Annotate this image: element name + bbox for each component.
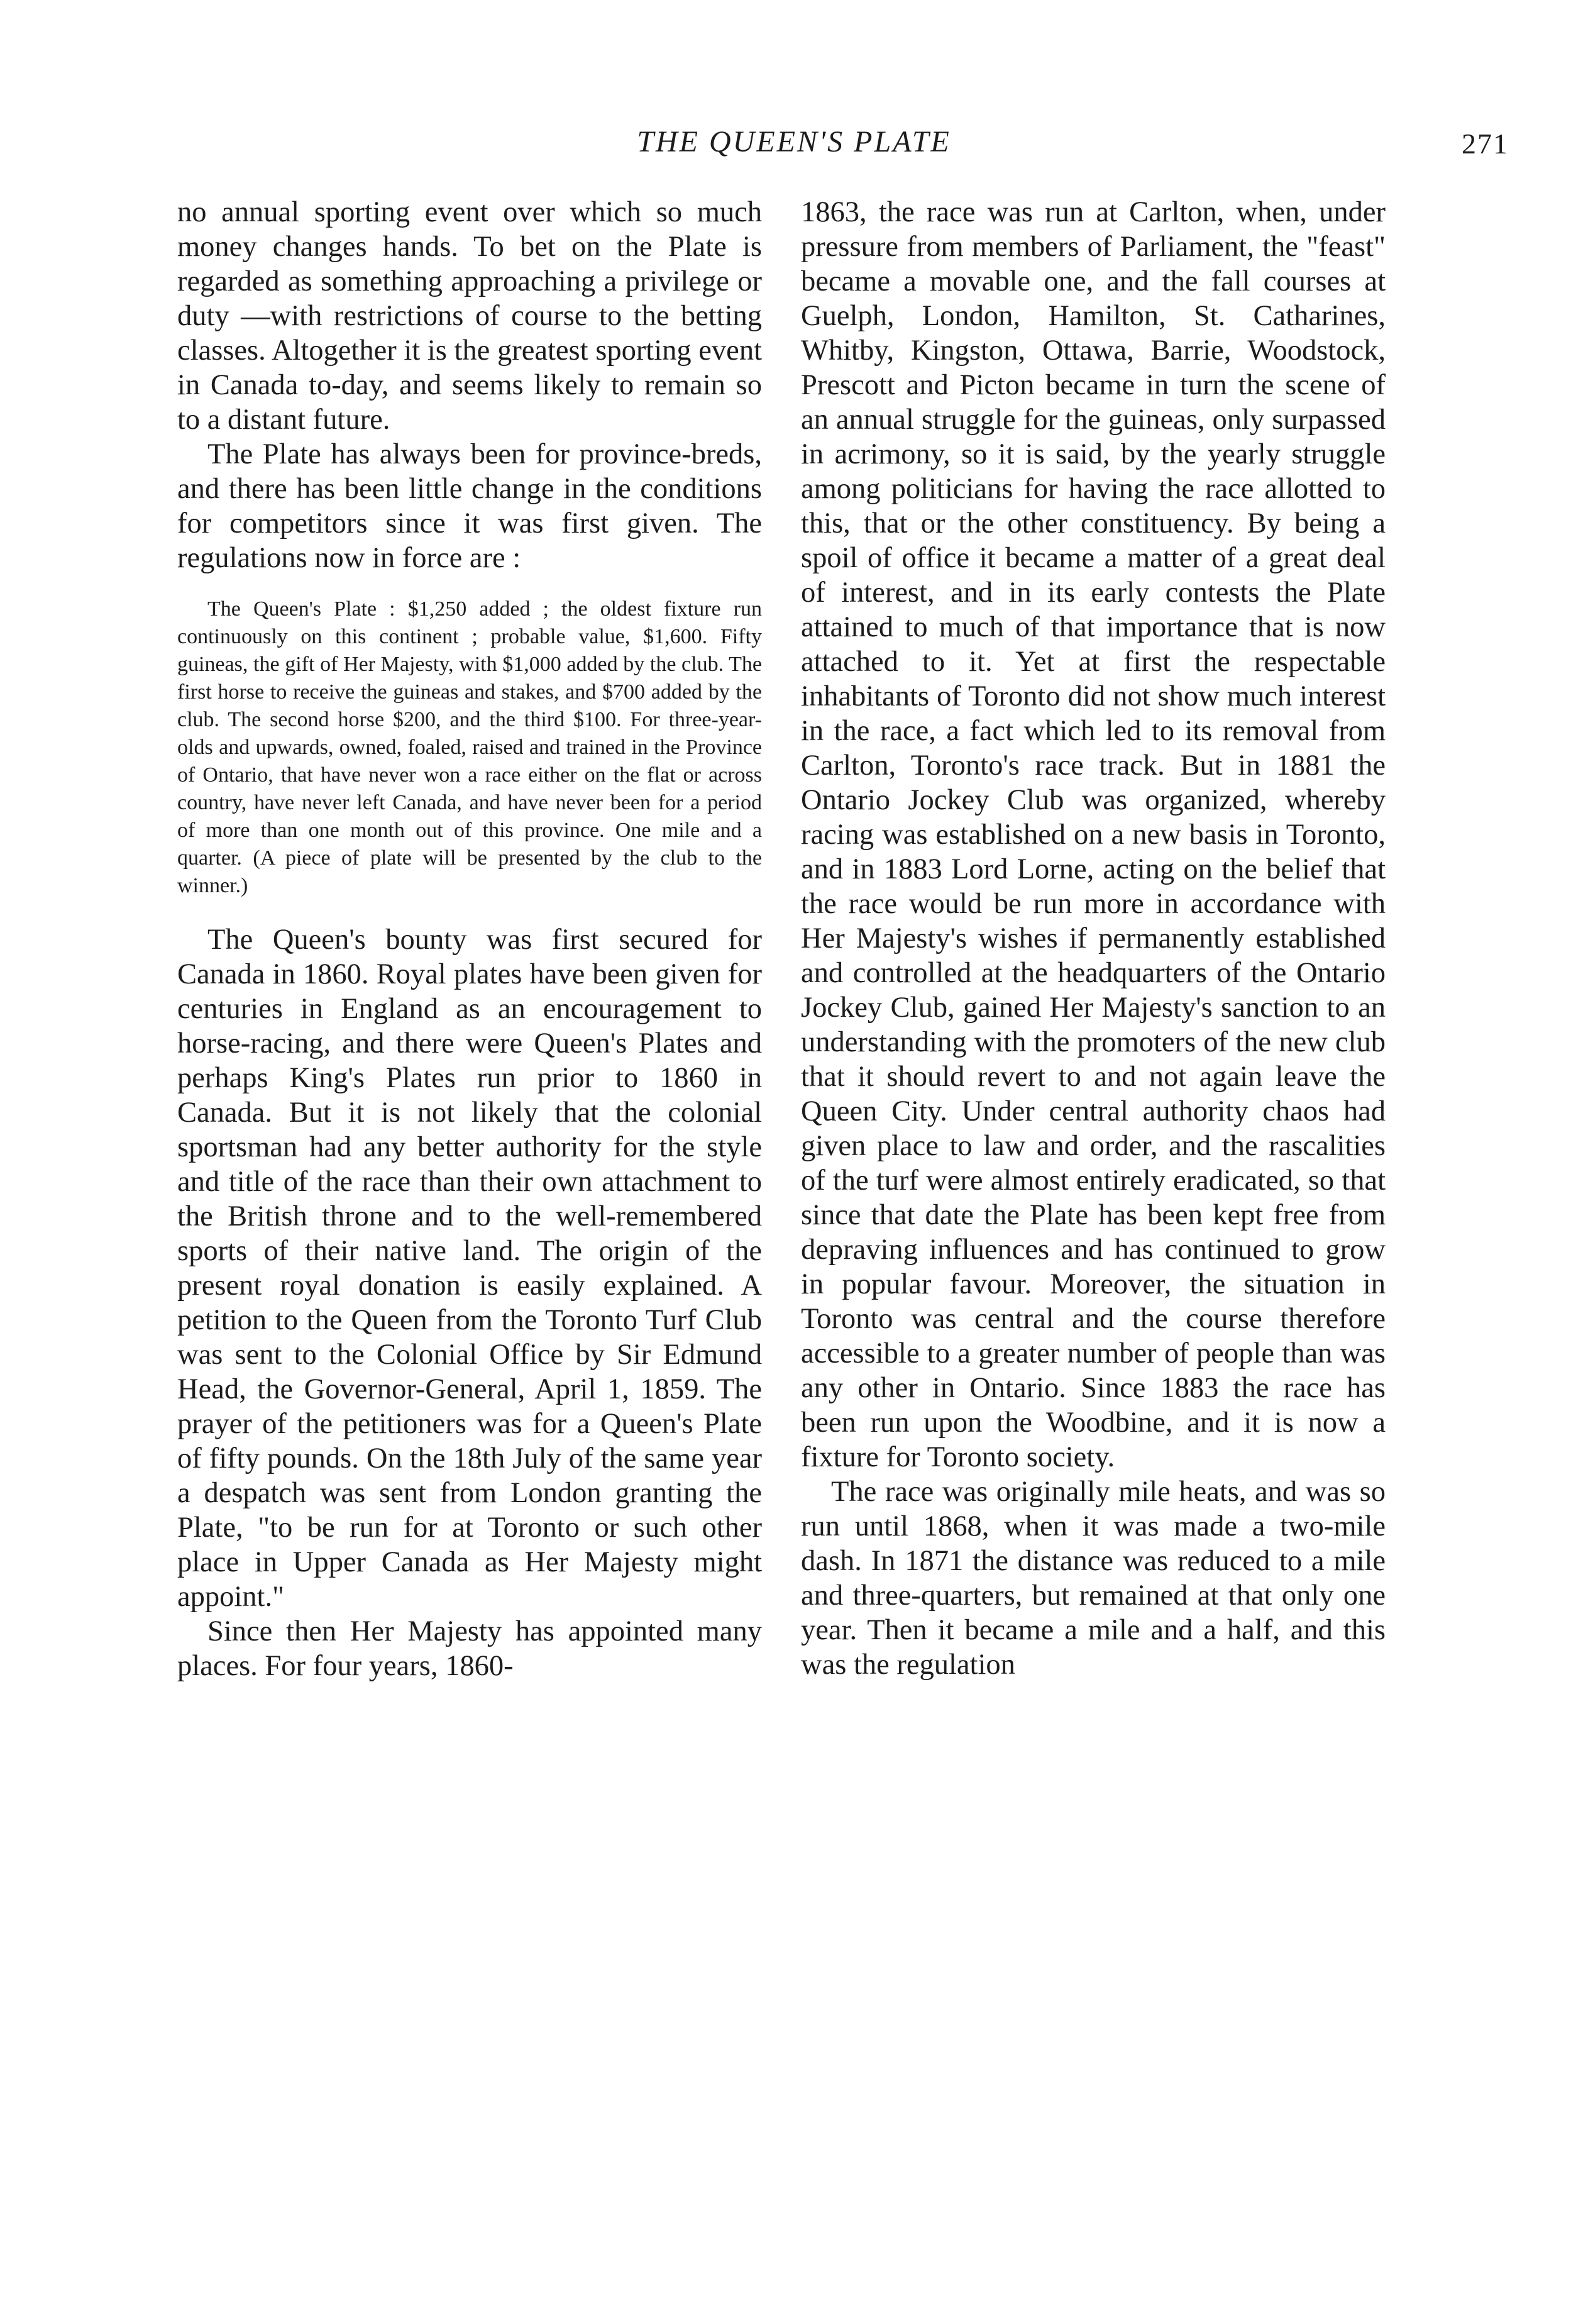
paragraph: The Plate has always been for province-breds, and there has been little change in the conditions for competitors since it was first given. The regulations now in force are :: [177, 438, 762, 574]
right-column: [801, 195, 1386, 1682]
running-head: THE QUEEN'S PLATE: [637, 125, 951, 158]
paragraph: The race was originally mile heats, and was so run until 1868, when it was made a two-mile dash. In 1871 the distance was reduced to a mile and three-quarters, but remained at that only one year. Then it became a mile and a half, and this was the regulation: [801, 1476, 1386, 1681]
paragraph: Since then Her Majesty has appointed many places. For four years, 1860-: [177, 1615, 762, 1682]
left-column: [177, 195, 762, 1683]
paragraph: 1863, the race was run at Carlton, when, under pressure from members of Parliament, the "feast" became a movable one, and the fall courses at Guelph, London, Hamilton, St. Catharines, Whitby, Kingston, Ottawa, Barrie, Woodstock, Prescott and Picton became in turn the scene of an annual struggle for the guineas, only surpassed in acrimony, so it is said, by the yearly struggle among politicians for having the race allotted to this, that or the other constituency. By being a spoil of office it became a matter of a great deal of interest, and in its early contests the Plate attained to much of that importance that is now attached to it. Yet at first the respectable inhabitants of Toronto did not show much interest in the race, a fact which led to its removal from Carlton, Toronto's race track. But in 1881 the Ontario Jockey Club was organized, whereby racing was established on a new basis in Toronto, and in 1883 Lord Lorne, acting on the belief that the race would be run more in accordance with Her Majesty's wishes if permanently established and controlled at the headquarters of the Ontario Jockey Club, gained Her Majesty's sanction to an understanding with the promoters of the new club that it should revert to and not again leave the Queen City. Under central authority chaos had given place to law and order, and the rascalities of the turf were almost entirely eradicated, so that since that date the Plate has been kept free from depraving influences and has continued to grow in popular favour. Moreover, the situation in Toronto was central and the course therefore accessible to a greater number of people than was any other in Ontario. Since 1883 the race has been run upon the Woodbine, and it is now a fixture for Toronto society.: [801, 196, 1386, 1473]
regulations-extract: The Queen's Plate : $1,250 added ; the oldest fixture run continuously on this continent ; probable value, $1,600. Fifty guineas, the gift of Her Majesty, with $1,000 added by the club. The first horse to receive the guineas and stakes, and $700 added by the club. The second horse $200, and the third $100. For three-year-olds and upwards, owned, foaled, raised and trained in the Province of Ontario, that have never won a race either on the flat or across country, have never left Canada, and have never been for a period of more than one month out of this province. One mile and a quarter. (A piece of plate will be presented by the club to the winner.): [177, 597, 762, 897]
paragraph: no annual sporting event over which so much money changes hands. To bet on the Plate is regarded as something approaching a privilege or duty —with restrictions of course to the betting classes. Altogether it is the greatest sporting event in Canada to-day, and seems likely to remain so to a distant future.: [177, 196, 762, 436]
page-number: 271: [1462, 128, 1509, 160]
paragraph: The Queen's bounty was first secured for Canada in 1860. Royal plates have been given for centuries in England as an encouragement to horse-racing, and there were Queen's Plates and perhaps King's Plates run prior to 1860 in Canada. But it is not likely that the colonial sportsman had any better authority for the style and title of the race than their own attachment to the British throne and to the well-remembered sports of their native land. The origin of the present royal donation is easily explained. A petition to the Queen from the Toronto Turf Club was sent to the Colonial Office by Sir Edmund Head, the Governor-General, April 1, 1859. The prayer of the petitioners was for a Queen's Plate of fifty pounds. On the 18th July of the same year a despatch was sent from London granting the Plate, "to be run for at Toronto or such other place in Upper Canada as Her Majesty might appoint.": [177, 924, 762, 1613]
